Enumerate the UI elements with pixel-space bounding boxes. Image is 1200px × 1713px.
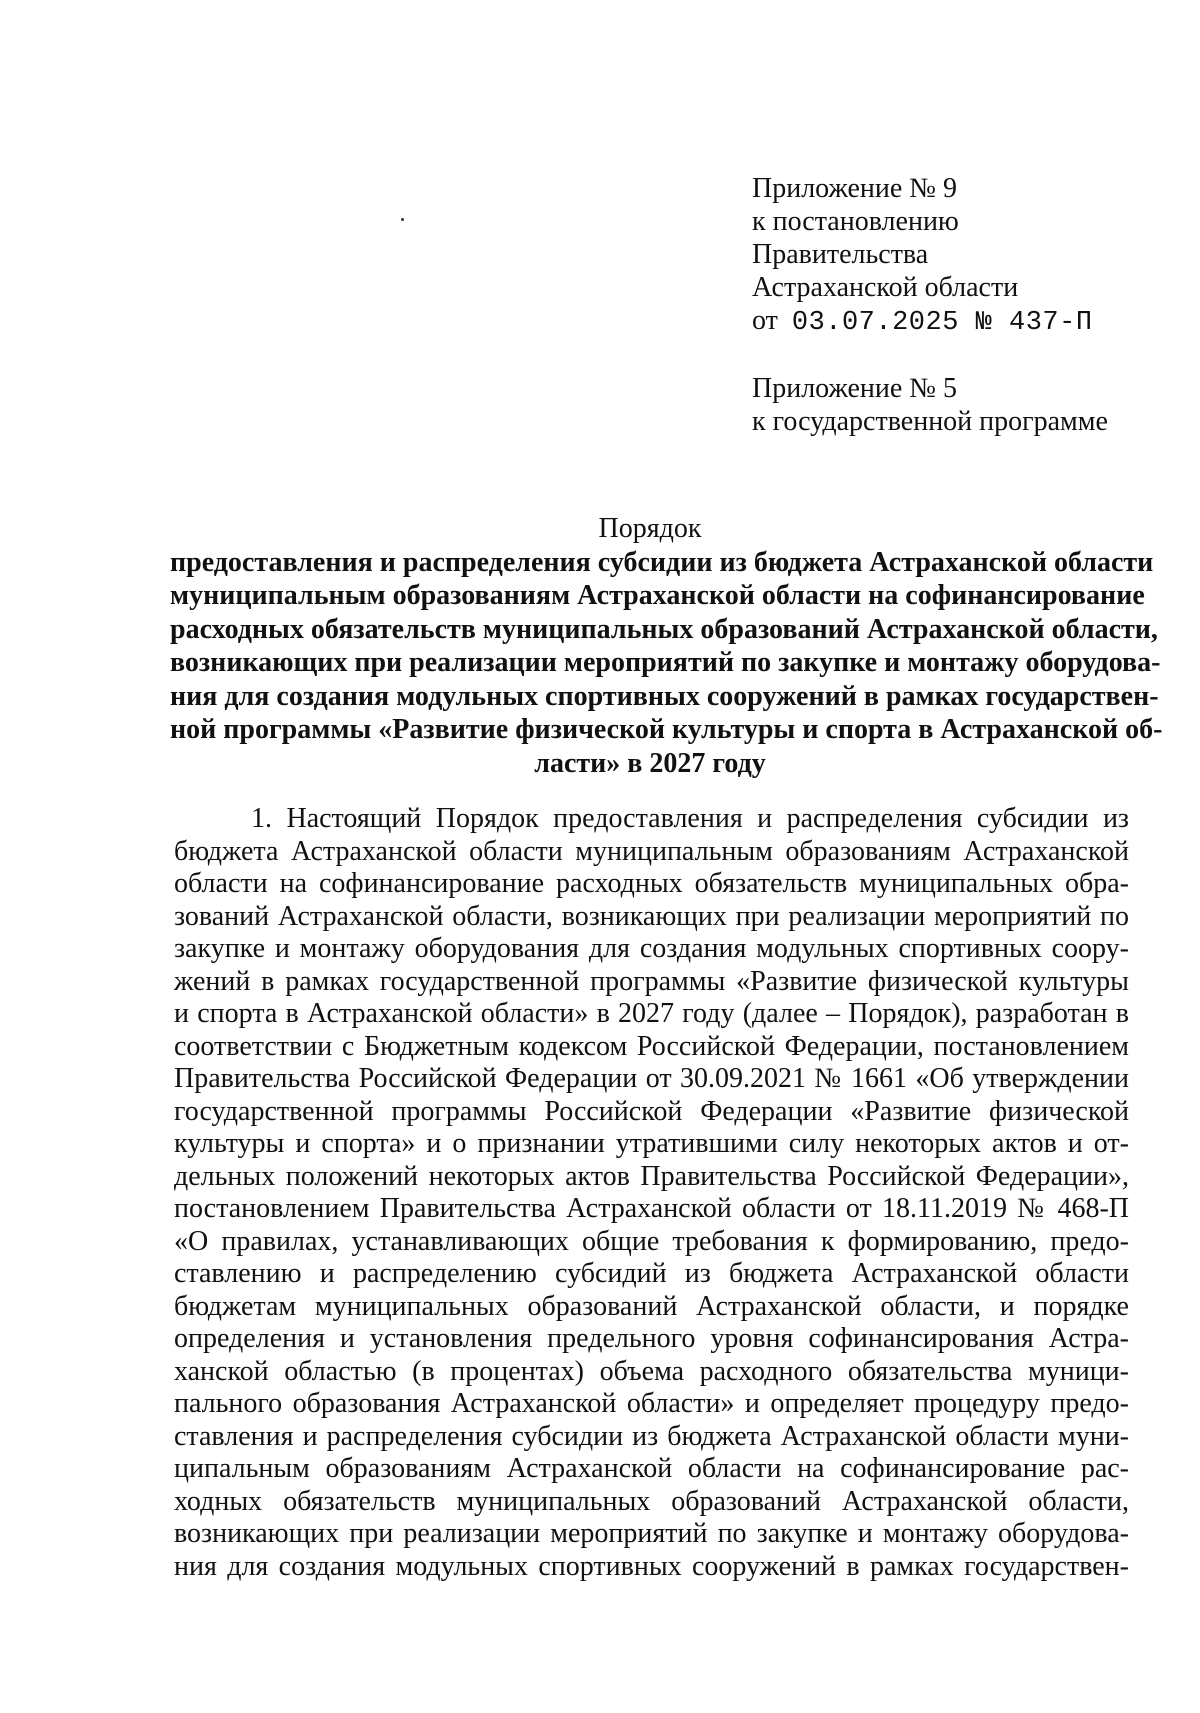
appendix-9-block <box>752 172 1093 340</box>
body-line: и спорта в Астраханской области» в 2027 году (далее – Порядок), разработан в <box>174 998 1129 1029</box>
title-line: расходных обязательств муниципальных образований Астраханской области, <box>170 613 1158 645</box>
body-line: области на софинансирование расходных обязательств муниципальных обра- <box>174 868 1129 899</box>
date-number-stamp: 03.07.2025 № 437-П <box>791 308 1093 338</box>
title-line: ния для создания модульных спортивных сооружений в рамках государствен- <box>170 680 1159 712</box>
body-line: постановлением Правительства Астраханской области от 18.11.2019 № 468-П <box>174 1193 1129 1224</box>
body-line: бюджетам муниципальных образований Астраханской области, и порядке <box>174 1290 1129 1322</box>
title-line: муниципальным образованиям Астраханской области на софинансирование <box>170 580 1145 611</box>
date-prefix: от <box>752 305 778 336</box>
body-line: определения и установления предельного уровня софинансирования Астра- <box>174 1323 1129 1354</box>
body-line: дельных положений некоторых актов Правительства Российской Федерации», <box>174 1160 1129 1192</box>
body-line: ставлению и распределению субсидий из бюджета Астраханской области <box>174 1258 1129 1289</box>
body-paragraph <box>174 803 1129 1583</box>
body-line: возникающих при реализации мероприятий по закупке и монтажу оборудова- <box>174 1518 1129 1549</box>
body-line: соответствии с Бюджетным кодексом Российской Федерации, постановлением <box>174 1030 1129 1062</box>
appendix-9-line: к постановлению <box>752 206 959 237</box>
title-heading: Порядок <box>598 513 702 544</box>
body-line: ханской областью (в процентах) объема расходного обязательства муници- <box>174 1355 1129 1387</box>
title-line: ной программы «Развитие физической культуры и спорта в Астраханской об- <box>170 714 1163 745</box>
appendix-9-line: Правительства <box>752 239 929 270</box>
body-line: ставления и распределения субсидии из бюджета Астраханской области муни- <box>174 1420 1129 1452</box>
title-line: предоставления и распределения субсидии из бюджета Астраханской области <box>170 546 1154 578</box>
body-line: государственной программы Российской Федерации «Развитие физической <box>174 1095 1129 1127</box>
body-line: закупке и монтажу оборудования для создания модульных спортивных соору- <box>174 933 1129 964</box>
body-line: культуры и спорта» и о признании утратившими силу некоторых актов и от- <box>174 1128 1129 1159</box>
body-line: «О правилах, устанавливающих общие требования к формированию, предо- <box>174 1225 1129 1257</box>
body-line: ципальным образованиям Астраханской области на софинансирование рас- <box>174 1453 1129 1484</box>
body-line: пального образования Астраханской области» и определяет процедуру предо- <box>174 1388 1129 1419</box>
document-title <box>170 512 1163 780</box>
appendix-5-block <box>752 372 1108 438</box>
scan-speck <box>401 218 404 221</box>
appendix-5-line: Приложение № 5 <box>752 373 957 404</box>
title-line: возникающих при реализации мероприятий по закупке и монтажу оборудова- <box>170 647 1161 678</box>
body-line: зований Астраханской области, возникающих при реализации мероприятий по <box>174 900 1129 932</box>
body-line: жений в рамках государственной программы «Развитие физической культуры <box>174 965 1129 997</box>
body-line: 1. Настоящий Порядок предоставления и распределения субсидии из <box>251 803 1129 834</box>
body-line: Правительства Российской Федерации от 30.09.2021 № 1661 «Об утверждении <box>174 1063 1129 1094</box>
appendix-9-line: Астраханской области <box>752 272 1019 303</box>
appendix-5-line: к государственной программе <box>752 406 1108 437</box>
body-line: бюджета Астраханской области муниципальным образованиям Астраханской <box>174 835 1129 867</box>
appendix-9-date-line <box>752 304 1093 340</box>
body-line: ходных обязательств муниципальных образований Астраханской области, <box>174 1485 1129 1517</box>
body-line: ния для создания модульных спортивных сооружений в рамках государствен- <box>174 1550 1129 1582</box>
appendix-9-line: Приложение № 9 <box>752 173 957 204</box>
title-line: ласти» в 2027 году <box>534 747 766 779</box>
